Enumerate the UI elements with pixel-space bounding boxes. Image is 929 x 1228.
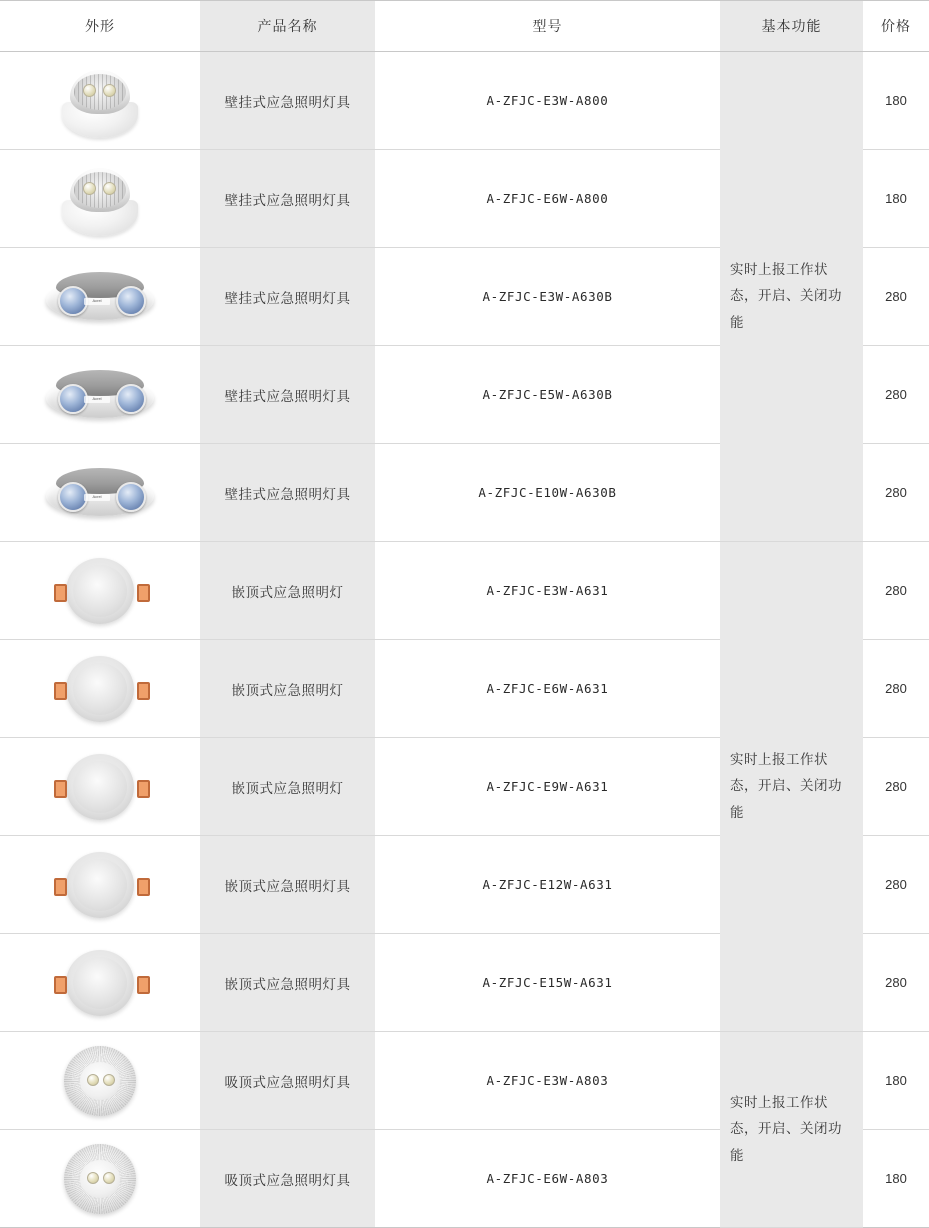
column-header-function: 基本功能 <box>720 1 863 52</box>
brand-label: Acrel <box>84 494 110 501</box>
cell-price: 280 <box>863 542 929 640</box>
led-left <box>87 1074 99 1086</box>
led-left <box>83 182 96 195</box>
cell-appearance <box>0 542 200 640</box>
brand-label: Acrel <box>84 298 110 305</box>
cell-price: 280 <box>863 346 929 444</box>
led-right <box>103 1172 115 1184</box>
cell-function: 实时上报工作状态，开启、关闭功能 <box>720 1032 863 1228</box>
column-header-appearance: 外形 <box>0 1 200 52</box>
cell-price: 180 <box>863 1130 929 1228</box>
table-body <box>0 52 929 1228</box>
cell-function: 实时上报工作状态，开启、关闭功能 <box>720 52 863 542</box>
cell-appearance <box>0 836 200 934</box>
product-image-dual-eye <box>40 356 160 434</box>
led-right <box>103 1074 115 1086</box>
mount-clip-right <box>137 682 150 700</box>
cell-price: 280 <box>863 444 929 542</box>
cell-price: 280 <box>863 248 929 346</box>
cell-product-name: 壁挂式应急照明灯具 <box>200 52 375 150</box>
mount-clip-left <box>54 780 67 798</box>
cell-model: A-ZFJC-E6W-A631 <box>375 640 720 738</box>
cell-product-name: 壁挂式应急照明灯具 <box>200 346 375 444</box>
cell-price: 180 <box>863 150 929 248</box>
cell-appearance <box>0 248 200 346</box>
mount-clip-right <box>137 780 150 798</box>
lamp-head <box>70 70 130 114</box>
mount-clip-left <box>54 976 67 994</box>
lamp-diffuser <box>73 663 127 715</box>
cell-price: 280 <box>863 738 929 836</box>
cell-product-name: 吸顶式应急照明灯具 <box>200 1032 375 1130</box>
cell-appearance <box>0 1130 200 1228</box>
cell-product-name: 壁挂式应急照明灯具 <box>200 248 375 346</box>
product-image-wall-dome <box>40 62 160 140</box>
column-header-model: 型号 <box>375 1 720 52</box>
lamp-head <box>70 168 130 212</box>
cell-model: A-ZFJC-E5W-A630B <box>375 346 720 444</box>
led-left <box>83 84 96 97</box>
cell-model: A-ZFJC-E3W-A800 <box>375 52 720 150</box>
lamp-diffuser <box>73 859 127 911</box>
cell-model: A-ZFJC-E12W-A631 <box>375 836 720 934</box>
table-header <box>0 1 929 52</box>
cell-appearance <box>0 1032 200 1130</box>
product-image-downlight <box>40 944 160 1022</box>
led-left <box>87 1172 99 1184</box>
cell-appearance <box>0 150 200 248</box>
header-row <box>0 1 929 52</box>
cell-model: A-ZFJC-E15W-A631 <box>375 934 720 1032</box>
column-header-product-name: 产品名称 <box>200 1 375 52</box>
product-image-dual-eye <box>40 454 160 532</box>
cell-product-name: 嵌顶式应急照明灯 <box>200 640 375 738</box>
product-image-wall-dome <box>40 160 160 238</box>
cell-product-name: 吸顶式应急照明灯具 <box>200 1130 375 1228</box>
cell-appearance <box>0 52 200 150</box>
mount-clip-left <box>54 584 67 602</box>
cell-model: A-ZFJC-E3W-A630B <box>375 248 720 346</box>
cell-product-name: 嵌顶式应急照明灯具 <box>200 836 375 934</box>
led-right <box>103 84 116 97</box>
cell-model: A-ZFJC-E6W-A800 <box>375 150 720 248</box>
lamp-diffuser <box>73 761 127 813</box>
cell-appearance <box>0 640 200 738</box>
cell-price: 280 <box>863 836 929 934</box>
mount-clip-right <box>137 976 150 994</box>
cell-model: A-ZFJC-E6W-A803 <box>375 1130 720 1228</box>
cell-product-name: 嵌顶式应急照明灯 <box>200 738 375 836</box>
lamp-diffuser <box>73 957 127 1009</box>
table-row <box>0 52 929 150</box>
cell-price: 280 <box>863 934 929 1032</box>
lamp-eye-right <box>116 384 146 414</box>
product-image-downlight <box>40 552 160 630</box>
product-image-downlight <box>40 846 160 924</box>
lamp-eye-right <box>116 286 146 316</box>
cell-model: A-ZFJC-E3W-A803 <box>375 1032 720 1130</box>
mount-clip-left <box>54 878 67 896</box>
lamp-eye-right <box>116 482 146 512</box>
mount-clip-right <box>137 878 150 896</box>
cell-function: 实时上报工作状态，开启、关闭功能 <box>720 542 863 1032</box>
cell-product-name: 嵌顶式应急照明灯具 <box>200 934 375 1032</box>
product-image-dual-eye <box>40 258 160 336</box>
cell-appearance <box>0 444 200 542</box>
table-row <box>0 542 929 640</box>
brand-label: Acrel <box>84 396 110 403</box>
cell-price: 180 <box>863 1032 929 1130</box>
cell-model: A-ZFJC-E9W-A631 <box>375 738 720 836</box>
column-header-price: 价格 <box>863 1 929 52</box>
cell-appearance <box>0 346 200 444</box>
product-image-downlight <box>40 650 160 728</box>
cell-price: 280 <box>863 640 929 738</box>
lamp-diffuser <box>73 565 127 617</box>
mount-clip-left <box>54 682 67 700</box>
cell-product-name: 嵌顶式应急照明灯 <box>200 542 375 640</box>
led-right <box>103 182 116 195</box>
cell-appearance <box>0 934 200 1032</box>
product-image-ceiling <box>40 1042 160 1120</box>
cell-price: 180 <box>863 52 929 150</box>
cell-model: A-ZFJC-E10W-A630B <box>375 444 720 542</box>
cell-product-name: 壁挂式应急照明灯具 <box>200 150 375 248</box>
table-row <box>0 1032 929 1130</box>
cell-appearance <box>0 738 200 836</box>
product-image-ceiling <box>40 1140 160 1218</box>
product-image-downlight <box>40 748 160 826</box>
cell-model: A-ZFJC-E3W-A631 <box>375 542 720 640</box>
cell-product-name: 壁挂式应急照明灯具 <box>200 444 375 542</box>
mount-clip-right <box>137 584 150 602</box>
